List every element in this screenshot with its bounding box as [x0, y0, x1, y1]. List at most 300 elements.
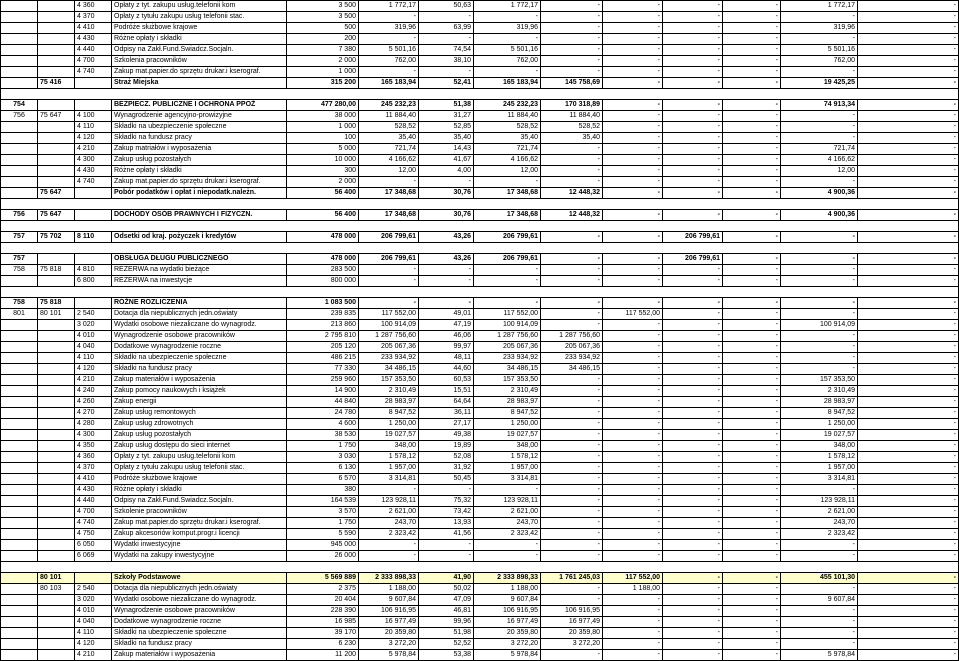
table-row	[1, 276, 959, 287]
cell-plan: 38 000	[287, 111, 359, 122]
cell-wykonanie: 9 607,84	[359, 595, 419, 606]
cell-procent: 41,67	[419, 155, 474, 166]
cell-nazwa: Składki na fundusz pracy	[112, 364, 287, 375]
cell-nazwa: Pobór podatków i opłat i niepodatk.należn.	[112, 188, 287, 199]
cell-wykonanie: 100 914,09	[359, 320, 419, 331]
cell-plan: 3 500	[287, 12, 359, 23]
cell-zobowiazania: -	[858, 452, 959, 463]
cell-pozostale: 19 027,57	[781, 430, 858, 441]
cell-pozostale: 28 983,97	[781, 397, 858, 408]
cell-plan: 800 000	[287, 276, 359, 287]
table-row	[1, 67, 959, 78]
cell-pozostale: 1 250,00	[781, 419, 858, 430]
cell-plan: 3 500	[287, 1, 359, 12]
cell-nazwa: Podróże służbowe krajowe	[112, 23, 287, 34]
cell-plan: 3 570	[287, 507, 359, 518]
cell-wydatki-ogolem: -	[474, 12, 541, 23]
cell-dotacje: -	[603, 34, 663, 45]
cell-rozdzial	[38, 67, 75, 78]
cell-wykonanie: 106 916,95	[359, 606, 419, 617]
cell-procent: 63,99	[419, 23, 474, 34]
cell-procent: 52,08	[419, 452, 474, 463]
cell-wydatki-ogolem: 1 188,00	[474, 584, 541, 595]
cell-obsluga-dlugu: -	[663, 452, 723, 463]
cell-wydatki-ogolem: 34 486,15	[474, 364, 541, 375]
cell-rozdzial	[38, 419, 75, 430]
cell-dotacje: -	[603, 254, 663, 265]
cell-obsluga-dlugu: -	[663, 540, 723, 551]
cell-dotacje: -	[603, 606, 663, 617]
cell-wydatki-ogolem: 206 799,61	[474, 254, 541, 265]
cell-wydatki-ogolem: 2 333 898,33	[474, 573, 541, 584]
cell-wydatki-ogolem: -	[474, 67, 541, 78]
spacer-cell	[1, 221, 959, 232]
cell-rozdzial	[38, 386, 75, 397]
cell-plan: 10 000	[287, 155, 359, 166]
cell-obsluga-dlugu: -	[663, 474, 723, 485]
cell-wykonanie: 1 287 756,60	[359, 331, 419, 342]
cell-rozdzial	[38, 452, 75, 463]
cell-procent: 51,38	[419, 100, 474, 111]
cell-zobowiazania: -	[858, 67, 959, 78]
cell-pozostale: 74 913,34	[781, 100, 858, 111]
cell-inwestycje: -	[723, 67, 781, 78]
cell-nazwa: Opłaty z tyt. zakupu usług.telefonii kom	[112, 452, 287, 463]
cell-paragraf: 4 010	[75, 606, 112, 617]
table-row	[1, 56, 959, 67]
cell-rozdzial: 75 702	[38, 232, 75, 243]
cell-paragraf: 2 540	[75, 584, 112, 595]
cell-pozostale: -	[781, 628, 858, 639]
cell-rozdzial	[38, 276, 75, 287]
cell-zobowiazania: -	[858, 188, 959, 199]
cell-rozdzial	[38, 507, 75, 518]
cell-dotacje: -	[603, 342, 663, 353]
cell-plan: 1 000	[287, 122, 359, 133]
cell-wykonanie: 35,40	[359, 133, 419, 144]
cell-pozostale: -	[781, 254, 858, 265]
cell-inwestycje: -	[723, 507, 781, 518]
cell-wynagrodzenia: -	[541, 529, 603, 540]
cell-obsluga-dlugu: -	[663, 210, 723, 221]
cell-obsluga-dlugu: -	[663, 650, 723, 661]
cell-plan: 6 570	[287, 474, 359, 485]
cell-pozostale: -	[781, 309, 858, 320]
cell-wynagrodzenia: -	[541, 595, 603, 606]
cell-procent: 47,19	[419, 320, 474, 331]
cell-procent: 49,01	[419, 309, 474, 320]
cell-rozdzial	[38, 254, 75, 265]
cell-inwestycje: -	[723, 23, 781, 34]
cell-inwestycje: -	[723, 573, 781, 584]
cell-obsluga-dlugu: -	[663, 56, 723, 67]
cell-nazwa: Zakup matriałów i wyposażenia	[112, 144, 287, 155]
cell-procent: 52,52	[419, 639, 474, 650]
subtotal-row	[1, 298, 959, 309]
cell-nazwa: Różne opłaty i składki	[112, 166, 287, 177]
cell-nazwa: Dotacja dla niepublicznych jedn.oświaty	[112, 584, 287, 595]
cell-dotacje: -	[603, 463, 663, 474]
table-row	[1, 265, 959, 276]
cell-zobowiazania: -	[858, 111, 959, 122]
cell-nazwa: Zakup usług pozostałych	[112, 430, 287, 441]
table-row	[1, 1, 959, 12]
cell-rozdzial	[38, 100, 75, 111]
cell-obsluga-dlugu: -	[663, 12, 723, 23]
cell-nazwa: Podróże służbowe krajowe	[112, 474, 287, 485]
cell-nazwa: Straż Miejska	[112, 78, 287, 89]
cell-dotacje: -	[603, 78, 663, 89]
cell-dotacje: -	[603, 419, 663, 430]
cell-wykonanie: -	[359, 34, 419, 45]
table-row	[1, 496, 959, 507]
cell-wydatki-ogolem: 5 501,16	[474, 45, 541, 56]
cell-wydatki-ogolem: 16 977,49	[474, 617, 541, 628]
cell-obsluga-dlugu: -	[663, 595, 723, 606]
cell-plan: 239 835	[287, 309, 359, 320]
cell-nazwa: Odpisy na Zakł.Fund.Świadcz.Socjaln.	[112, 45, 287, 56]
cell-pozostale: -	[781, 584, 858, 595]
cell-plan: 38 530	[287, 430, 359, 441]
cell-plan: 6 230	[287, 639, 359, 650]
cell-wynagrodzenia: -	[541, 320, 603, 331]
cell-wykonanie: 123 928,11	[359, 496, 419, 507]
cell-rozdzial	[38, 595, 75, 606]
cell-rozdzial	[38, 408, 75, 419]
spacer-row	[1, 221, 959, 232]
cell-wykonanie: 205 067,36	[359, 342, 419, 353]
cell-plan: 200	[287, 34, 359, 45]
cell-wydatki-ogolem: 2 310,49	[474, 386, 541, 397]
cell-zobowiazania: -	[858, 364, 959, 375]
cell-wydatki-ogolem: 3 272,20	[474, 639, 541, 650]
cell-zobowiazania: -	[858, 78, 959, 89]
table-row	[1, 529, 959, 540]
cell-wykonanie: 528,52	[359, 122, 419, 133]
cell-pozostale: -	[781, 232, 858, 243]
cell-wykonanie: -	[359, 12, 419, 23]
cell-inwestycje: -	[723, 628, 781, 639]
cell-plan: 477 280,00	[287, 100, 359, 111]
cell-nazwa: Wydatki na zakupy inwestycyjne	[112, 551, 287, 562]
cell-wydatki-ogolem: -	[474, 265, 541, 276]
cell-plan: 1 000	[287, 67, 359, 78]
cell-pozostale: -	[781, 111, 858, 122]
cell-rozdzial: 75 647	[38, 188, 75, 199]
cell-inwestycje: -	[723, 122, 781, 133]
cell-paragraf: 4 210	[75, 375, 112, 386]
cell-plan: 77 330	[287, 364, 359, 375]
cell-dzial	[1, 34, 38, 45]
cell-dzial	[1, 628, 38, 639]
cell-wynagrodzenia: 34 486,15	[541, 364, 603, 375]
cell-paragraf: 4 100	[75, 111, 112, 122]
cell-paragraf: 6 800	[75, 276, 112, 287]
table-row	[1, 419, 959, 430]
cell-obsluga-dlugu: -	[663, 408, 723, 419]
cell-plan: 259 960	[287, 375, 359, 386]
cell-inwestycje: -	[723, 551, 781, 562]
cell-paragraf: 3 020	[75, 595, 112, 606]
cell-dotacje: -	[603, 408, 663, 419]
cell-wydatki-ogolem: -	[474, 540, 541, 551]
cell-nazwa: Różne opłaty i składki	[112, 34, 287, 45]
cell-rozdzial	[38, 441, 75, 452]
cell-obsluga-dlugu: -	[663, 584, 723, 595]
cell-pozostale: -	[781, 331, 858, 342]
cell-rozdzial	[38, 430, 75, 441]
cell-procent: 48,11	[419, 353, 474, 364]
table-row	[1, 408, 959, 419]
cell-pozostale: -	[781, 342, 858, 353]
cell-plan: 3 030	[287, 452, 359, 463]
cell-plan: 20 404	[287, 595, 359, 606]
subtotal-row	[1, 254, 959, 265]
cell-wynagrodzenia: -	[541, 551, 603, 562]
cell-dzial: 758	[1, 298, 38, 309]
cell-wykonanie: 34 486,15	[359, 364, 419, 375]
cell-paragraf: 4 240	[75, 386, 112, 397]
cell-wynagrodzenia: -	[541, 144, 603, 155]
cell-rozdzial: 75 818	[38, 298, 75, 309]
table-row	[1, 111, 959, 122]
cell-zobowiazania: -	[858, 353, 959, 364]
cell-rozdzial	[38, 551, 75, 562]
cell-wykonanie: 233 934,92	[359, 353, 419, 364]
table-row	[1, 133, 959, 144]
cell-paragraf: 4 120	[75, 639, 112, 650]
cell-paragraf: 4 210	[75, 650, 112, 661]
table-row	[1, 606, 959, 617]
cell-paragraf: 4 700	[75, 507, 112, 518]
cell-wykonanie: 245 232,23	[359, 100, 419, 111]
cell-paragraf: 4 120	[75, 133, 112, 144]
cell-wydatki-ogolem: 3 314,81	[474, 474, 541, 485]
cell-dzial	[1, 12, 38, 23]
cell-zobowiazania: -	[858, 45, 959, 56]
cell-paragraf: 4 430	[75, 166, 112, 177]
cell-dotacje: -	[603, 177, 663, 188]
cell-pozostale: 455 101,30	[781, 573, 858, 584]
cell-dotacje: -	[603, 639, 663, 650]
cell-plan: 1 750	[287, 441, 359, 452]
cell-wydatki-ogolem: 233 934,92	[474, 353, 541, 364]
cell-zobowiazania: -	[858, 606, 959, 617]
cell-inwestycje: -	[723, 12, 781, 23]
cell-zobowiazania: -	[858, 144, 959, 155]
cell-wynagrodzenia: -	[541, 1, 603, 12]
cell-wydatki-ogolem: 8 947,52	[474, 408, 541, 419]
cell-dzial	[1, 177, 38, 188]
cell-procent: 50,63	[419, 1, 474, 12]
cell-wynagrodzenia: 170 318,89	[541, 100, 603, 111]
cell-procent: 50,02	[419, 584, 474, 595]
cell-inwestycje: -	[723, 474, 781, 485]
cell-plan: 16 985	[287, 617, 359, 628]
cell-obsluga-dlugu: -	[663, 463, 723, 474]
cell-obsluga-dlugu: -	[663, 144, 723, 155]
cell-wynagrodzenia: -	[541, 452, 603, 463]
cell-dzial	[1, 397, 38, 408]
cell-zobowiazania: -	[858, 254, 959, 265]
cell-pozostale: 1 578,12	[781, 452, 858, 463]
cell-dotacje: -	[603, 628, 663, 639]
cell-wykonanie: -	[359, 540, 419, 551]
cell-plan: 14 900	[287, 386, 359, 397]
subtotal-row	[1, 100, 959, 111]
cell-nazwa: RÓŻNE ROZLICZENIA	[112, 298, 287, 309]
table-row	[1, 155, 959, 166]
cell-pozostale: -	[781, 639, 858, 650]
cell-plan: 5 569 889	[287, 573, 359, 584]
cell-wykonanie: 206 799,61	[359, 232, 419, 243]
cell-wykonanie: 348,00	[359, 441, 419, 452]
cell-inwestycje: -	[723, 320, 781, 331]
cell-dzial	[1, 496, 38, 507]
cell-inwestycje: -	[723, 595, 781, 606]
cell-wynagrodzenia: -	[541, 419, 603, 430]
cell-wynagrodzenia: -	[541, 386, 603, 397]
cell-procent: 35,40	[419, 133, 474, 144]
cell-rozdzial	[38, 463, 75, 474]
cell-dotacje: -	[603, 1, 663, 12]
cell-nazwa: Różne opłaty i składki	[112, 485, 287, 496]
cell-zobowiazania: -	[858, 265, 959, 276]
cell-obsluga-dlugu: -	[663, 331, 723, 342]
cell-paragraf: 4 110	[75, 122, 112, 133]
cell-dzial	[1, 122, 38, 133]
cell-wykonanie: 721,74	[359, 144, 419, 155]
cell-obsluga-dlugu: 206 799,61	[663, 232, 723, 243]
cell-paragraf	[75, 254, 112, 265]
cell-wynagrodzenia: -	[541, 540, 603, 551]
cell-wydatki-ogolem: 17 348,68	[474, 210, 541, 221]
cell-procent: 27,17	[419, 419, 474, 430]
cell-nazwa: Zakup mat.papier.do sprzętu drukar.i kserograf.	[112, 177, 287, 188]
cell-rozdzial	[38, 320, 75, 331]
cell-wynagrodzenia: -	[541, 276, 603, 287]
cell-pozostale: -	[781, 12, 858, 23]
cell-rozdzial: 80 101	[38, 573, 75, 584]
cell-nazwa: Zakup materiałów i wyposażenia	[112, 650, 287, 661]
cell-dzial	[1, 617, 38, 628]
cell-dotacje: -	[603, 529, 663, 540]
cell-nazwa: Zakup mat.papier.do sprzętu drukar.i kserograf.	[112, 67, 287, 78]
cell-dotacje: -	[603, 540, 663, 551]
cell-nazwa: Szkolenia pracowników	[112, 56, 287, 67]
spacer-row	[1, 89, 959, 100]
cell-rozdzial	[38, 540, 75, 551]
table-row	[1, 518, 959, 529]
cell-zobowiazania: -	[858, 540, 959, 551]
cell-wynagrodzenia: -	[541, 485, 603, 496]
cell-obsluga-dlugu: -	[663, 276, 723, 287]
cell-pozostale: -	[781, 551, 858, 562]
cell-paragraf	[75, 573, 112, 584]
cell-wydatki-ogolem: 157 353,50	[474, 375, 541, 386]
cell-nazwa: Dotacja dla niepublicznych jedn.oświaty	[112, 309, 287, 320]
cell-obsluga-dlugu: -	[663, 45, 723, 56]
cell-dotacje: -	[603, 232, 663, 243]
cell-pozostale: 8 947,52	[781, 408, 858, 419]
cell-obsluga-dlugu: -	[663, 166, 723, 177]
cell-dzial: 757	[1, 254, 38, 265]
cell-dotacje: -	[603, 111, 663, 122]
table-row	[1, 540, 959, 551]
cell-wykonanie: -	[359, 265, 419, 276]
cell-dotacje: -	[603, 23, 663, 34]
cell-plan: 56 400	[287, 188, 359, 199]
cell-rozdzial	[38, 56, 75, 67]
cell-procent: 19,89	[419, 441, 474, 452]
cell-zobowiazania: -	[858, 617, 959, 628]
cell-dotacje: -	[603, 650, 663, 661]
cell-pozostale: 5 501,16	[781, 45, 858, 56]
cell-obsluga-dlugu: -	[663, 573, 723, 584]
cell-dotacje: -	[603, 210, 663, 221]
cell-inwestycje: -	[723, 265, 781, 276]
cell-pozostale: 19 425,25	[781, 78, 858, 89]
cell-paragraf: 4 740	[75, 518, 112, 529]
cell-inwestycje: -	[723, 397, 781, 408]
cell-paragraf: 4 210	[75, 144, 112, 155]
cell-wynagrodzenia: -	[541, 507, 603, 518]
cell-rozdzial	[38, 45, 75, 56]
cell-pozostale: 4 900,36	[781, 210, 858, 221]
cell-wydatki-ogolem: 28 983,97	[474, 397, 541, 408]
cell-plan: 315 200	[287, 78, 359, 89]
cell-nazwa: Zakup akcesoriów komput.progr.i licencji	[112, 529, 287, 540]
cell-dotacje: -	[603, 320, 663, 331]
cell-wykonanie: 20 359,80	[359, 628, 419, 639]
table-row	[1, 628, 959, 639]
cell-obsluga-dlugu: -	[663, 364, 723, 375]
cell-wydatki-ogolem: 5 978,84	[474, 650, 541, 661]
cell-pozostale: 5 978,84	[781, 650, 858, 661]
cell-inwestycje: -	[723, 177, 781, 188]
cell-paragraf: 4 300	[75, 430, 112, 441]
cell-dzial	[1, 320, 38, 331]
cell-wydatki-ogolem: 528,52	[474, 122, 541, 133]
cell-nazwa: Wydatki inwestycyjne	[112, 540, 287, 551]
cell-paragraf: 6 069	[75, 551, 112, 562]
cell-procent: 4,00	[419, 166, 474, 177]
cell-obsluga-dlugu: -	[663, 298, 723, 309]
cell-wykonanie: 5 501,16	[359, 45, 419, 56]
cell-procent: 52,41	[419, 78, 474, 89]
cell-zobowiazania: -	[858, 133, 959, 144]
cell-inwestycje: -	[723, 463, 781, 474]
cell-dzial: 756	[1, 111, 38, 122]
table-row	[1, 617, 959, 628]
table-row	[1, 595, 959, 606]
cell-wynagrodzenia: -	[541, 34, 603, 45]
cell-obsluga-dlugu: -	[663, 133, 723, 144]
table-row	[1, 353, 959, 364]
cell-dzial	[1, 463, 38, 474]
cell-dzial	[1, 430, 38, 441]
cell-rozdzial	[38, 353, 75, 364]
cell-wydatki-ogolem: 243,70	[474, 518, 541, 529]
cell-dzial	[1, 507, 38, 518]
cell-nazwa: Składki na fundusz pracy	[112, 133, 287, 144]
cell-procent: 74,54	[419, 45, 474, 56]
cell-dotacje: -	[603, 474, 663, 485]
cell-wykonanie: 157 353,50	[359, 375, 419, 386]
cell-paragraf: 4 740	[75, 67, 112, 78]
cell-wynagrodzenia: -	[541, 650, 603, 661]
table-row	[1, 397, 959, 408]
